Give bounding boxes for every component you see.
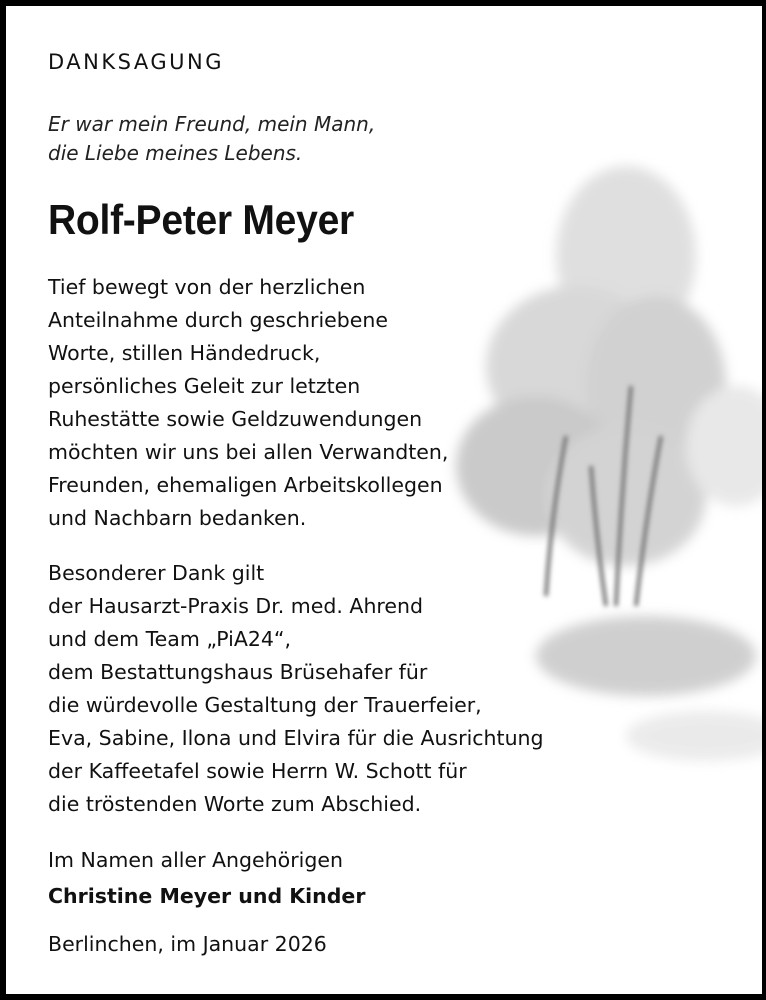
text-line: und dem Team „PiA24“, [48, 627, 292, 651]
thanks-paragraph [48, 271, 448, 535]
text-line: Ruhestätte sowie Geldzuwendungen [48, 407, 423, 431]
motto [48, 110, 375, 168]
text-line: der Kaffeetafel sowie Herrn W. Schott für [48, 759, 467, 783]
text-line: der Hausarzt-Praxis Dr. med. Ahrend [48, 594, 424, 618]
signature-names: Christine Meyer und Kinder [48, 884, 366, 908]
deceased-name: Rolf-Peter Meyer [48, 196, 354, 243]
text-line: dem Bestattungshaus Brüsehafer für [48, 660, 428, 684]
text-line: die tröstenden Worte zum Abschied. [48, 792, 422, 816]
text-line: Eva, Sabine, Ilona und Elvira für die Ausrichtung [48, 726, 544, 750]
text-line: Worte, stillen Händedruck, [48, 341, 321, 365]
motto-line: die Liebe meines Lebens. [48, 141, 303, 165]
text-line: Besonderer Dank gilt [48, 561, 265, 585]
text-line: persönliches Geleit zur letzten [48, 374, 361, 398]
text-line: möchten wir uns bei allen Verwandten, [48, 440, 449, 464]
heading: DANKSAGUNG [48, 50, 224, 74]
text-line: Anteilnahme durch geschriebene [48, 308, 389, 332]
text-line: und Nachbarn bedanken. [48, 506, 307, 530]
signature [48, 842, 365, 914]
place-date: Berlinchen, im Januar 2026 [48, 932, 327, 956]
text-line: die würdevolle Gestaltung der Trauerfeier, [48, 693, 482, 717]
motto-line: Er war mein Freund, mein Mann, [48, 112, 376, 136]
special-thanks-paragraph [48, 557, 544, 821]
text-line: Tief bewegt von der herzlichen [48, 275, 366, 299]
text-line: Freunden, ehemaligen Arbeitskollegen [48, 473, 443, 497]
signature-intro: Im Namen aller Angehörigen [48, 848, 343, 872]
